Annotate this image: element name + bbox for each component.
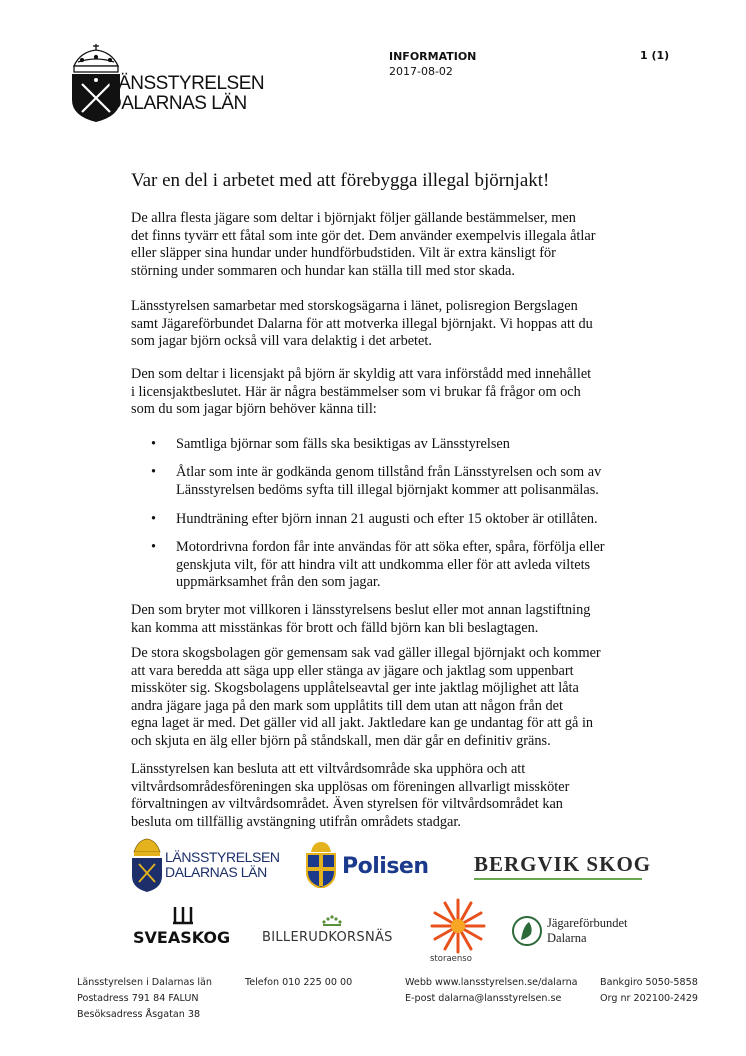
bullet-icon: • (151, 511, 157, 527)
bullet-icon: • (151, 464, 157, 480)
storaenso-sun-icon (428, 898, 488, 954)
page-title: Var en del i arbetet med att förebygga illegal björnjakt! (131, 170, 550, 191)
text-line: Länsstyrelsen kan besluta att ett viltvårdsområde ska upphöra och att (131, 761, 526, 777)
paragraph-forest-companies (131, 645, 651, 750)
logo-line2: DALARNAS LÄN (108, 93, 247, 114)
footer-bank (600, 975, 698, 1007)
lst-line1: LÄNSSTYRELSEN (165, 849, 280, 865)
text-line: Hundträning efter björn innan 21 augusti och efter 15 oktober är otillåten. (176, 511, 598, 527)
footer-text: Telefon 010 225 00 00 (245, 977, 353, 988)
jagareforbundet-emblem-icon (511, 914, 543, 948)
footer-text: Bankgiro 5050-5858 (600, 977, 698, 988)
text-line: andra jägare jaga på den mark som upplåtits till dem utan att någon från det (131, 697, 563, 714)
text-line: Samtliga björnar som fälls ska besiktigas av Länsstyrelsen (176, 436, 510, 452)
lst-line2: DALARNAS LÄN (165, 864, 267, 880)
billerud-wordmark: BILLERUDKORSNÄS (262, 930, 393, 945)
divider (474, 878, 642, 880)
footer-address (77, 975, 212, 1023)
footer-text: E-post dalarna@lansstyrelsen.se (405, 993, 562, 1004)
partner-logo-sveaskog (133, 905, 233, 950)
text-line: De allra flesta jägare som deltar i björnjakt följer gällande bestämmelser, men (131, 210, 576, 226)
text-line: Länsstyrelsen bedöms syfta till illegal björnjakt kommer att polisanmälas. (176, 481, 599, 498)
text-line: missköter sig. Skogsbolagens upplåtelseavtal ger inte jaktlag möjlighet att låta (131, 680, 579, 696)
text-line: Motordrivna fordon får inte användas för att söka efter, spåra, förfölja eller (176, 539, 605, 555)
text-line: att vara beredda att säga upp eller stänga av jägare och jaktlag som uppenbart (131, 662, 574, 679)
storaenso-wordmark: storaenso (430, 954, 472, 964)
partner-logo-billerudkorsnas (262, 910, 402, 950)
text-line: De stora skogsbolagen gör gemensam sak vad gäller illegal björnjakt och kommer (131, 645, 601, 661)
doc-date: 2017-08-02 (389, 65, 453, 78)
jagare-line2: Dalarna (547, 931, 587, 945)
crown-shield-icon (130, 836, 164, 892)
billerud-crown-icon (262, 910, 402, 928)
bullet-icon: • (151, 436, 157, 452)
partner-logo-jagareforbundet (511, 914, 661, 954)
jagare-line1: Jägareförbundet (547, 916, 628, 930)
text-line: det finns tyvärr ett fåtal som inte gör det. Dem använder exempelvis illegala åtlar (131, 227, 596, 244)
partner-logo-bergvik (474, 852, 652, 882)
lansstyrelsen-logo (68, 44, 265, 124)
partner-logo-storaenso (428, 898, 488, 968)
sveaskog-tree-icon (133, 905, 233, 927)
footer-phone (245, 975, 352, 991)
text-line: egna laget är med. Det gäller vid all jakt. Jaktledare kan ge undantag för att gå in (131, 715, 594, 731)
text-line: besluta om tillfällig avstängning utifrån områdets stadgar. (131, 813, 461, 830)
text-line: uppmärksamhet från den som jagar. (176, 574, 381, 590)
footer-text: Org nr 202100-2429 (600, 993, 699, 1004)
header-info (389, 49, 476, 79)
text-line: Länsstyrelsen samarbetar med storskogsägarna i länet, polisregion Bergslagen (131, 298, 578, 314)
footer-text: Postadress 791 84 FALUN (77, 993, 199, 1004)
footer-text: Webb www.lansstyrelsen.se/dalarna (405, 977, 578, 988)
doc-type: INFORMATION (389, 50, 477, 63)
paragraph-license (131, 366, 651, 419)
paragraph-cooperation (131, 298, 651, 351)
partner-logo-polisen (303, 840, 433, 890)
text-line: samt Jägareförbundet Dalarna för att motverka illegal björnjakt. Vi hoppas att du (131, 315, 593, 332)
text-line: genskjuta vilt, för att hindra vilt att undkomma eller för att avleda viltets (176, 556, 591, 573)
text-line: kan komma att misstänkas för brott och fälld björn kan bli beslagtagen. (131, 619, 539, 636)
paragraph-intro (131, 210, 651, 280)
text-line: eller släpper sina hundar under hundförbudstiden. Vilt är extra känsligt för (131, 245, 556, 261)
bullet-icon: • (151, 539, 157, 555)
paragraph-wildlife-area (131, 761, 651, 831)
paragraph-violation (131, 602, 651, 637)
sveaskog-wordmark: SVEASKOG (133, 928, 231, 947)
text-line: förvaltningen av viltvårdsområdet. Även styrelsen för viltvårdsområdet kan (131, 796, 563, 812)
police-emblem-icon (303, 840, 339, 888)
partner-logo-lansstyrelsen (130, 836, 280, 892)
page-number: 1 (1) (640, 49, 670, 62)
footer-web (405, 975, 578, 1007)
text-line: som jagar björn också vill vara delaktig i det arbetet. (131, 333, 432, 349)
logo-line1: LÄNSSTYRELSEN (108, 73, 265, 94)
text-line: störning under sommaren och hundar kan ställa till med stor skada. (131, 262, 515, 279)
text-line: i licensjaktbeslutet. Här är några bestämmelser som vi brukar få frågor om och (131, 383, 581, 400)
footer-text: Länsstyrelsen i Dalarnas län (77, 977, 213, 988)
bergvik-wordmark: BERGVIK SKOG (474, 852, 652, 876)
text-line: Den som bryter mot villkoren i länsstyrelsens beslut eller mot annan lagstiftning (131, 602, 591, 618)
text-line: som du som jagar björn behöver känna till: (131, 401, 377, 417)
text-line: och skjuta en älg eller björn på ståndskall, men där går en definitiv gräns. (131, 732, 551, 749)
text-line: viltvårdsområdesföreningen ska upplösas om föreningen allvarligt missköter (131, 778, 570, 795)
footer-text: Besöksadress Åsgatan 38 (77, 1009, 201, 1020)
text-line: Den som deltar i licensjakt på björn är skyldig att vara införstådd med innehållet (131, 366, 592, 382)
polisen-wordmark: Polisen (342, 854, 429, 879)
text-line: Åtlar som inte är godkända genom tillstånd från Länsstyrelsen och som av (176, 464, 602, 480)
